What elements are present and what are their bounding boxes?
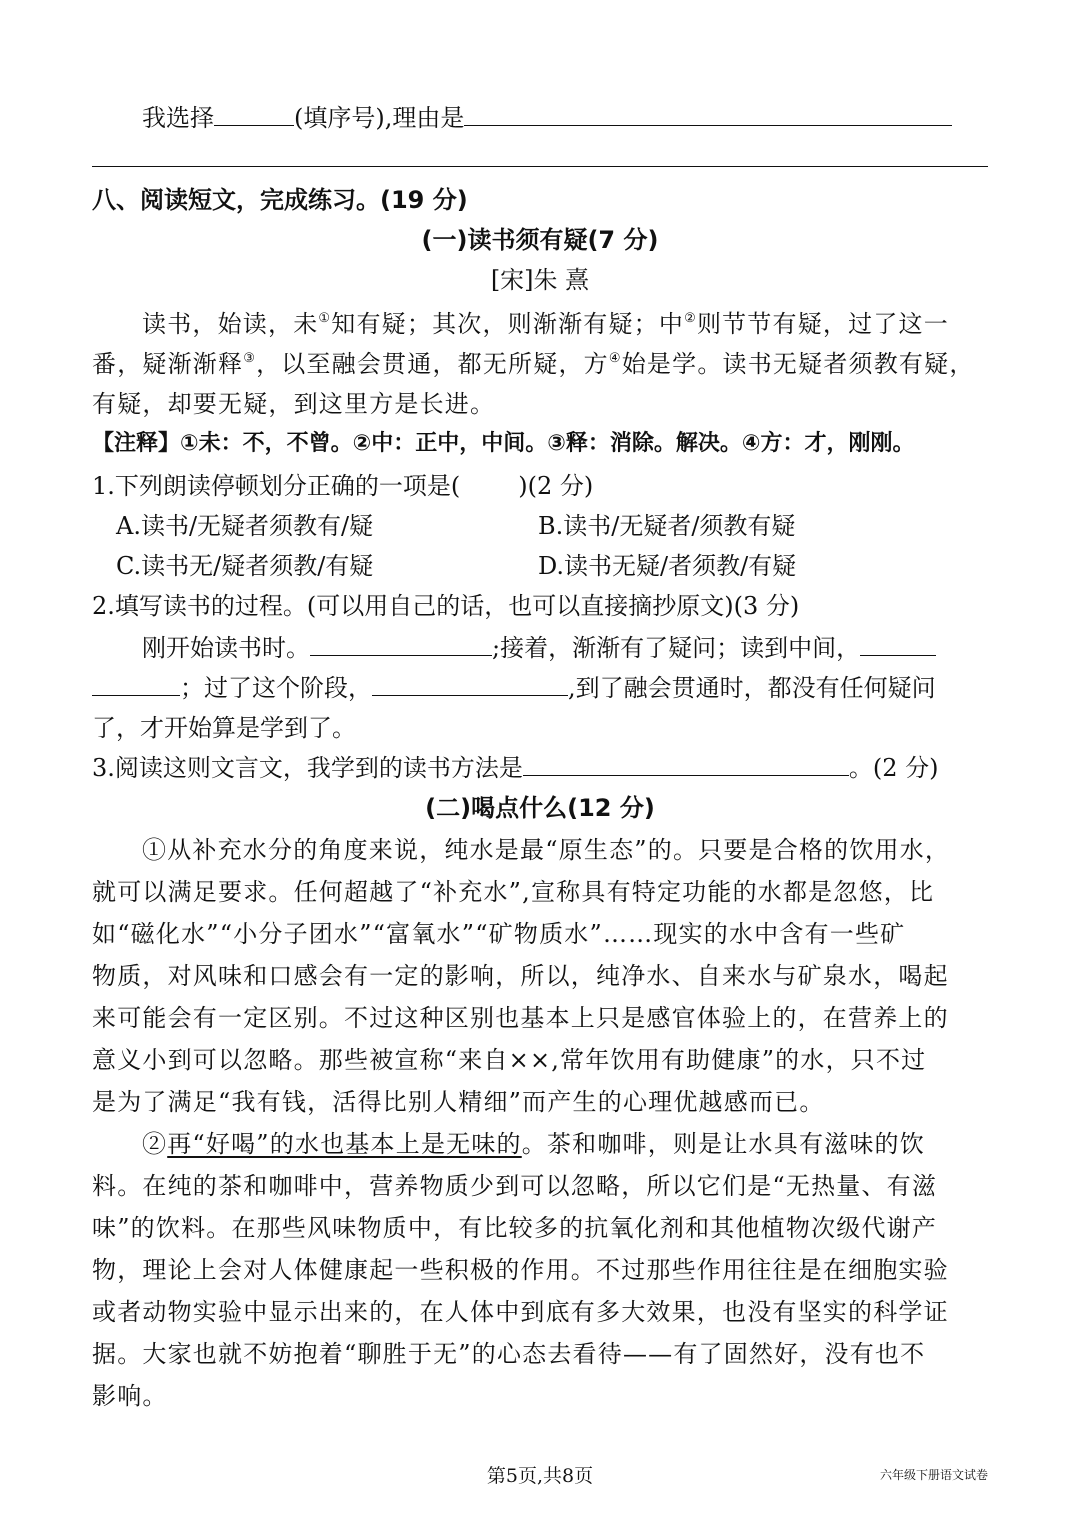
option-d[interactable]: D.读书无疑/者须教/有疑 <box>538 552 797 580</box>
passage2-line: 味”的饮料。在那些风味物质中，有比较多的抗氧化剂和其他植物次级代谢产 <box>92 1214 938 1242</box>
passage2-line: 来可能会有一定区别。不过这种区别也基本上只是感官体验上的，在营养上的 <box>92 1004 949 1032</box>
passage2-line: 据。大家也就不妨抱着“聊胜于无”的心态去看待——有了固然好，没有也不 <box>92 1340 926 1368</box>
passage1-line: 番，疑渐渐释③，以至融会贯通，都无所疑，方④始是学。读书无疑者须教有疑， <box>92 350 975 378</box>
underlined-sentence: 再“好喝”的水也基本上是无味的 <box>167 1130 522 1158</box>
annotation-note: 【注释】①未：不，不曾。②中：正中，中间。③释：消除。解决。④方：才，刚刚。 <box>92 431 915 456</box>
section-heading: 八、阅读短文，完成练习。(19 分) <box>92 186 468 214</box>
question-2: 2.填写读书的过程。(可以用自己的话，也可以直接摘抄原文)(3 分) <box>92 592 800 620</box>
answer-blank[interactable] <box>860 630 936 656</box>
passage2-title: (二)喝点什么(12 分) <box>425 794 655 822</box>
reason-blank-line2[interactable] <box>92 166 988 167</box>
option-b[interactable]: B.读书/无疑者/须教有疑 <box>538 512 796 540</box>
question-2-line: 刚开始读书时。 ;接着，渐渐有了疑问；读到中间， <box>142 628 936 663</box>
passage2-line: 意义小到可以忽略。那些被宣称“来自××,常年饮用有助健康”的水，只不过 <box>92 1046 927 1074</box>
question-2-line: 了，才开始算是学到了。 <box>92 714 356 742</box>
footer-exam-title: 六年级下册语文试卷 <box>880 1468 989 1482</box>
option-c[interactable]: C.读书无/疑者须教/有疑 <box>116 552 374 580</box>
choice-blank[interactable] <box>214 100 294 126</box>
passage2-line: 料。在纯的茶和咖啡中，营养物质少到可以忽略，所以它们是“无热量、有滋 <box>92 1172 938 1200</box>
passage2-line: ①从补充水分的角度来说，纯水是最“原生态”的。只要是合格的饮用水， <box>142 836 951 864</box>
choose-line: 我选择 (填序号),理由是 <box>142 98 952 133</box>
question-1: 1.下列朗读停顿划分正确的一项是( )(2 分) <box>92 472 594 500</box>
passage1-line: 读书，始读，未①知有疑；其次，则渐渐有疑；中②则节节有疑，过了这一 <box>142 310 949 338</box>
passage2-line: 物质，对风味和口感会有一定的影响，所以，纯净水、自来水与矿泉水，喝起 <box>92 962 949 990</box>
answer-blank[interactable] <box>92 670 180 696</box>
answer-blank[interactable] <box>310 630 492 656</box>
passage1-author: [宋]朱 熹 <box>490 266 590 294</box>
reason-blank[interactable] <box>464 100 952 126</box>
passage2-line: 或者动物实验中显示出来的，在人体中到底有多大效果，也没有坚实的科学证 <box>92 1298 949 1326</box>
passage2-line: 影响。 <box>92 1382 168 1410</box>
passage2-line: 物，理论上会对人体健康起一些积极的作用。不过那些作用往往是在细胞实验 <box>92 1256 949 1284</box>
passage2-line: 是为了满足“我有钱，活得比别人精细”而产生的心理优越感而已。 <box>92 1088 825 1116</box>
passage2-line: 如“磁化水”“小分子团水”“富氧水”“矿物质水”……现实的水中含有一些矿 <box>92 920 906 948</box>
passage1-title: (一)读书须有疑(7 分) <box>421 226 659 254</box>
question-3: 3.阅读这则文言文，我学到的读书方法是 。(2 分) <box>92 748 939 783</box>
page-number: 第5页,共8页 <box>486 1465 594 1487</box>
passage2-line: 就可以满足要求。任何超越了“补充水”,宣称具有特定功能的水都是忽悠，比 <box>92 878 935 906</box>
option-a[interactable]: A.读书/无疑者须教有/疑 <box>116 512 374 540</box>
passage1-line: 有疑，却要无疑，到这里方是长进。 <box>92 390 496 418</box>
answer-blank[interactable] <box>372 670 568 696</box>
answer-blank[interactable] <box>523 750 849 776</box>
question-2-line: ；过了这个阶段， ,到了融会贯通时，都没有任何疑问 <box>92 668 936 703</box>
passage2-line: ②再“好喝”的水也基本上是无味的。茶和咖啡，则是让水具有滋味的饮 <box>142 1130 925 1158</box>
